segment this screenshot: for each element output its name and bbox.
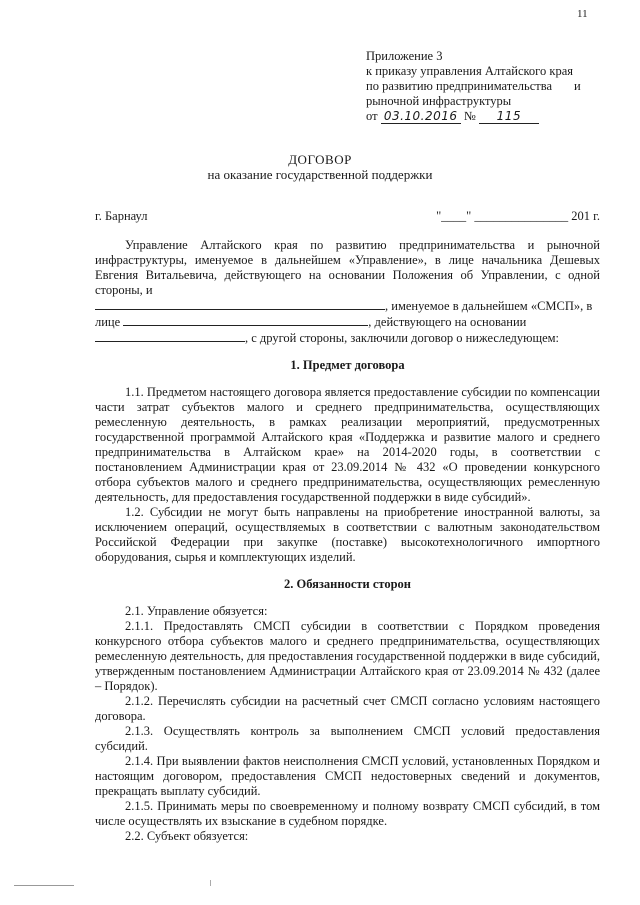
date-blank: "____" _______________ 201 г. <box>436 209 600 223</box>
preamble-paragraph: Управление Алтайского края по развитию предпринимательства и рыночной инфраструктуры, именуемое в дальнейшем «Управление», в лице начальника Дешевых Евгения Витальевича, действующего на основании Положения об Управлении, с одной стороны, и <box>95 238 600 297</box>
scan-artifact <box>210 880 211 886</box>
preamble-line-2 <box>95 298 600 314</box>
preamble-line-2-text: , именуемое в дальнейшем «СМСП», в <box>385 299 593 313</box>
blank-field <box>95 298 385 310</box>
appendix-line-3-text: по развитию предпринимательства <box>366 79 552 93</box>
clause-2-1: 2.1. Управление обязуется: <box>125 604 268 618</box>
clause-2-1-1: 2.1.1. Предоставлять СМСП субсидии в соответствии с Порядком проведения конкурсного отбора субъектов малого и среднего предпринимательства, осуществляющих ремесленную деятельность, для предоставления государственной поддержки в виде субсидий, утвержденным постановлением Администрации Алтайского края от 23.09.2014 № 432 (далее – Порядок). <box>95 619 600 693</box>
city-name: г. Барнаул <box>95 209 148 223</box>
handwritten-date: 03.10.2016 <box>381 110 461 124</box>
appendix-line-3-conj: и <box>574 79 581 93</box>
appendix-line-1: Приложение 3 <box>366 49 443 63</box>
scan-artifact <box>14 885 74 886</box>
section-1-heading: 1. Предмет договора <box>290 358 405 372</box>
date-prefix: от <box>366 109 378 123</box>
preamble-line-3 <box>95 314 600 330</box>
city-date-row <box>95 209 600 224</box>
appendix-line-4: рыночной инфраструктуры <box>366 94 512 108</box>
document-body <box>95 238 600 844</box>
appendix-date-row <box>366 109 606 124</box>
appendix-block <box>366 49 606 124</box>
document-title: ДОГОВОР <box>288 152 352 167</box>
preamble-line-4 <box>95 330 600 346</box>
section-2-heading: 2. Обязанности сторон <box>283 577 412 591</box>
clause-2-1-3: 2.1.3. Осуществлять контроль за выполнением СМСП условий предоставления субсидий. <box>95 724 600 753</box>
appendix-line-3 <box>366 79 606 94</box>
clause-1-1: 1.1. Предметом настоящего договора является предоставление субсидии по компенсации части затрат субъектов малого и среднего предпринимательства, осуществляющих ремесленную деятельность, в рамках реализации мероприятий, предусмотренных государственной программой Алтайского края «Поддержка и развитие малого и среднего предпринимательства в Алтайском крае» на 2014-2020 годы, в соответствии с постановлением Администрации края от 23.09.2014 № 432 «О проведении конкурсного отбора субъектов малого и среднего предпринимательства, осуществляющих ремесленную деятельность, для предоставления государственной поддержки в виде субсидий». <box>95 385 600 504</box>
appendix-line-2: к приказу управления Алтайского края <box>366 64 573 78</box>
document-subtitle: на оказание государственной поддержки <box>207 167 433 182</box>
preamble-line-3-start: лице <box>95 315 121 329</box>
blank-field <box>123 314 368 326</box>
clause-2-1-2: 2.1.2. Перечислять субсидии на расчетный счет СМСП согласно условиям настоящего договора. <box>95 694 600 723</box>
preamble-line-3-end: , действующего на основании <box>368 315 527 329</box>
clause-1-2: 1.2. Субсидии не могут быть направлены на приобретение иностранной валюты, за исключением операций, осуществляемых в соответствии с валютным законодательством Российской Федерации при закупке (поставке) высокотехнологичного импортного оборудования, сырья и комплектующих изделий. <box>95 505 600 564</box>
handwritten-number: 115 <box>479 110 539 124</box>
clause-2-2: 2.2. Субъект обязуется: <box>125 829 249 843</box>
preamble-line-4-text: , с другой стороны, заключили договор о нижеследующем: <box>245 331 559 345</box>
blank-field <box>95 330 245 342</box>
number-prefix: № <box>463 109 476 123</box>
clause-2-1-4: 2.1.4. При выявлении фактов неисполнения СМСП условий, установленных Порядком и настоящим договором, предоставления СМСП недостоверных сведений и документов, прекращать выплату субсидий. <box>95 754 600 798</box>
page-number: 11 <box>577 8 588 20</box>
clause-2-1-5: 2.1.5. Принимать меры по своевременному и полному возврату СМСП субсидий, в том числе осуществлять их взыскание в судебном порядке. <box>95 799 600 828</box>
